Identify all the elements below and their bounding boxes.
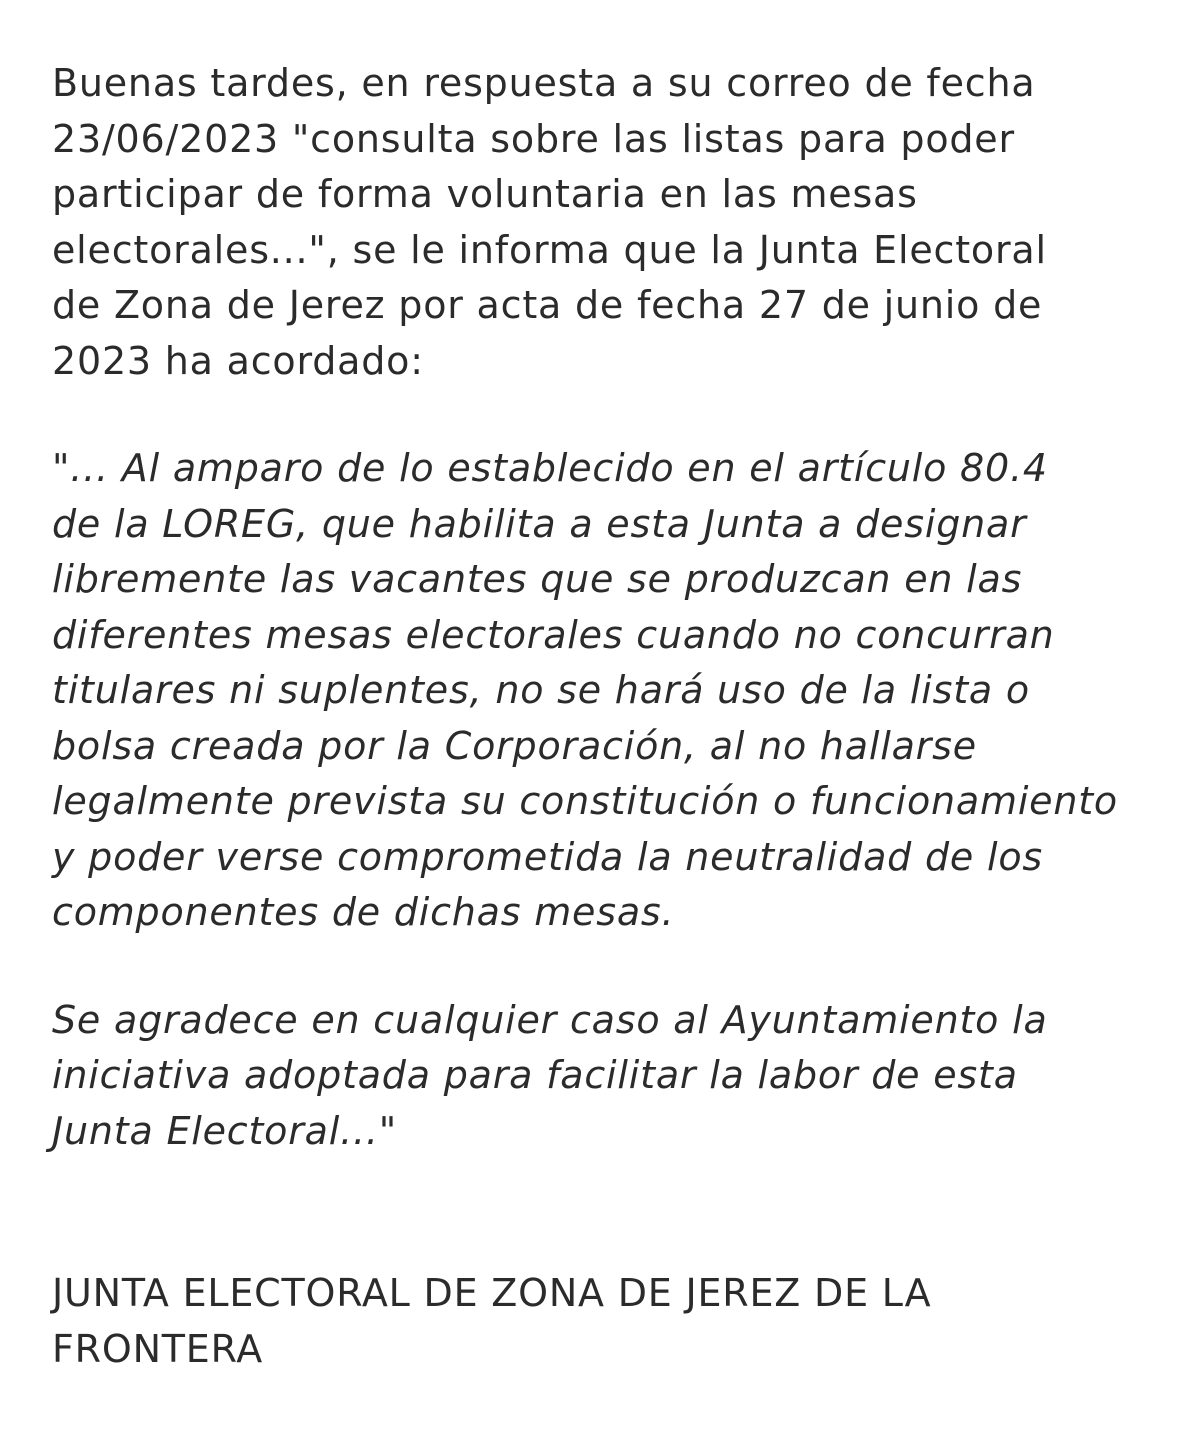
text-line: Junta Electoral..." bbox=[52, 1108, 398, 1153]
text-line: 2023 ha acordado: bbox=[52, 338, 424, 383]
text-line: diferentes mesas electorales cuando no concurran bbox=[52, 612, 1055, 657]
text-line: titulares ni suplentes, no se hará uso de la lista o bbox=[52, 668, 1030, 712]
text-line: componentes de dichas mesas. bbox=[52, 890, 675, 934]
text-line: "... Al amparo de lo establecido en el artículo 80.4 bbox=[52, 446, 1048, 490]
text-line: 23/06/2023 "consulta sobre las listas para poder bbox=[52, 116, 1015, 161]
signature-line: FRONTERA bbox=[52, 1326, 264, 1371]
text-line: iniciativa adoptada para facilitar la labor de esta bbox=[52, 1053, 1018, 1097]
intro-paragraph bbox=[52, 56, 1198, 389]
quoted-resolution bbox=[52, 441, 1198, 941]
text-line: de la LOREG, que habilita a esta Junta a designar bbox=[52, 501, 1027, 546]
text-line: Se agradece en cualquier caso al Ayuntamiento la bbox=[52, 997, 1048, 1042]
text-line: de Zona de Jerez por acta de fecha 27 de junio de bbox=[52, 283, 1043, 327]
text-line: Buenas tardes, en respuesta a su correo de fecha bbox=[52, 61, 1036, 105]
text-line: libremente las vacantes que se produzcan en las bbox=[52, 557, 1023, 601]
text-line: legalmente prevista su constitución o funcionamiento bbox=[52, 779, 1118, 823]
text-line: electorales...", se le informa que la Junta Electoral bbox=[52, 227, 1047, 272]
signature-line: JUNTA ELECTORAL DE ZONA DE JEREZ DE LA bbox=[52, 1271, 932, 1315]
text-line: y poder verse comprometida la neutralidad de los bbox=[52, 834, 1043, 879]
text-line: participar de forma voluntaria en las mesas bbox=[52, 172, 918, 216]
letter-body bbox=[52, 56, 1198, 1159]
signature-block bbox=[52, 1266, 931, 1377]
closing-paragraph bbox=[52, 993, 1198, 1160]
text-line: bolsa creada por la Corporación, al no hallarse bbox=[52, 723, 977, 768]
